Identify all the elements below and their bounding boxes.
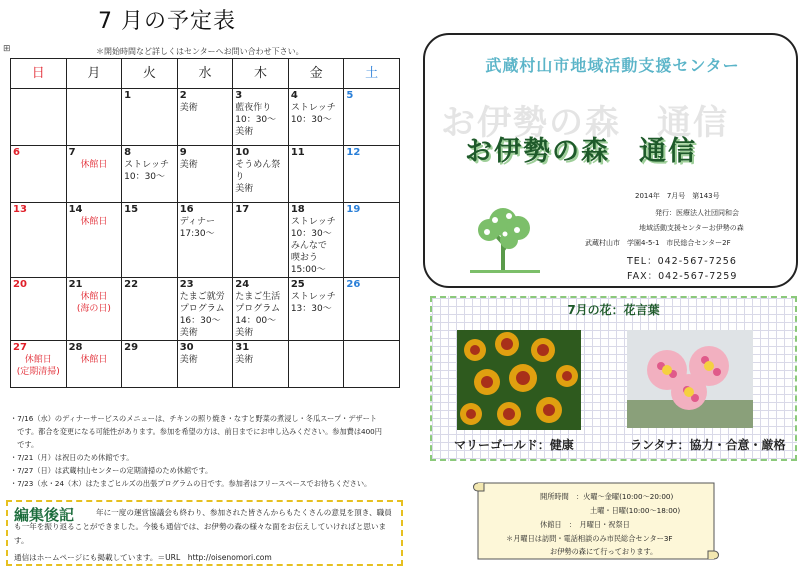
calendar-day-cell (66, 146, 122, 203)
calendar-day-cell (66, 278, 122, 341)
day-header: 木 (233, 59, 289, 89)
calendar-day-cell (11, 146, 67, 203)
calendar-day-cell (122, 89, 178, 146)
calendar-day-cell (344, 341, 400, 388)
calendar-week-row (11, 89, 400, 146)
hours-line: 開所時間 ：火曜～金曜(10:00～20:00) (540, 492, 674, 501)
event-text: ストレッチ (124, 160, 170, 170)
day-number: 17 (235, 204, 250, 215)
day-header: 火 (122, 59, 178, 89)
calendar-day-cell (122, 203, 178, 278)
event-text: ディナー (179, 217, 215, 227)
calendar-day-cell (344, 146, 400, 203)
editor-title: 編集後記 (14, 506, 75, 524)
calendar-table (10, 58, 400, 388)
editor-url-line: 通信はホームページにも掲載しています。＝URL http://oisenomori.com (14, 553, 272, 562)
day-number: 23 (179, 279, 194, 290)
masthead-shadow-text: お伊勢の森 通信 (441, 103, 729, 143)
event-text: プログラム (235, 304, 281, 314)
calendar-day-cell (11, 341, 67, 388)
event-text: たまご就労 (179, 292, 225, 302)
day-header: 日 (11, 59, 67, 89)
note-line: ・7/21（月）は祝日のため休館です。 (10, 453, 134, 462)
calendar-day-cell (344, 89, 400, 146)
address: 武蔵村山市 学園4-5-1 市民総合センター2F (585, 239, 731, 247)
lantana-photo (627, 330, 753, 428)
event-text: 10：30～ (124, 172, 166, 182)
calendar-day-cell (177, 89, 233, 146)
day-header: 水 (177, 59, 233, 89)
event-text: 美術 (179, 160, 198, 170)
event-text: 10：30～ (235, 115, 277, 125)
day-number: 28 (68, 342, 83, 353)
calendar-day-cell (288, 203, 344, 278)
calendar-day-cell (122, 146, 178, 203)
editor-note-box (6, 500, 403, 566)
tree-icon (465, 198, 545, 278)
event-text: みんなで (290, 241, 327, 251)
event-text: 10：30～ (290, 115, 332, 125)
day-number: 27 (13, 342, 27, 353)
move-handle-icon[interactable]: ⊞ (3, 44, 11, 54)
day-header: 金 (288, 59, 344, 89)
calendar-day-cell (122, 341, 178, 388)
marigold-photo (457, 330, 581, 430)
hours-scroll (470, 477, 722, 565)
day-number: 3 (235, 90, 243, 101)
day-number: 22 (124, 279, 139, 290)
event-text: 喫おう (290, 253, 318, 263)
day-header: 土 (344, 59, 400, 89)
day-number: 24 (235, 279, 250, 290)
calendar-day-cell (288, 341, 344, 388)
lantana-caption: ランタナ：協力・合意・厳格 (630, 438, 786, 452)
subnote: ＊開始時間など詳しくはセンターへお問い合わせ下さい。 (96, 47, 304, 56)
day-number: 10 (235, 147, 250, 158)
calendar-day-cell (288, 146, 344, 203)
calendar-day-cell (288, 89, 344, 146)
day-number: 29 (124, 342, 139, 353)
event-text: 美術 (179, 103, 198, 113)
event-text: 15:00～ (290, 265, 326, 275)
fax: FAX：042-567-7259 (627, 271, 738, 282)
closed-label: 休館日 (80, 355, 108, 365)
flower-box (430, 296, 797, 461)
notes (10, 412, 402, 490)
note-line: ・7/23（水・24（木）はたまごヒルズの出張プログラムの日です。参加者はフリースペースでお待ちください。 (10, 479, 372, 488)
calendar-day-cell (288, 278, 344, 341)
day-number: 15 (124, 204, 139, 215)
calendar-day-cell (177, 341, 233, 388)
issue-info: 2014年 7月号 第143号 (635, 192, 720, 200)
calendar-day-cell (233, 146, 289, 203)
day-header: 月 (66, 59, 122, 89)
note-line: お伊勢の森にて行っております。 (550, 547, 658, 556)
event-text: たまご生活 (235, 292, 281, 302)
day-number: 14 (68, 204, 83, 215)
event-text: ストレッチ (290, 292, 336, 302)
event-text: 美術 (235, 184, 254, 194)
event-text: 17:30～ (179, 229, 215, 239)
event-text: 美術 (235, 127, 254, 137)
day-number: 26 (346, 279, 361, 290)
event-text: 10：30～ (290, 229, 332, 239)
calendar-week-row (11, 341, 400, 388)
calendar-day-cell (11, 278, 67, 341)
closed-label: 休館日 (80, 292, 108, 302)
hours-line: 土曜・日曜(10:00～18:00) (590, 506, 681, 515)
calendar-day-cell (233, 89, 289, 146)
editor-text: 年に一度の運営協議会も終わり、参加された皆さんからもたくさんの意見を頂き、職員も一年を振り返ることができました。今後も通信では、お伊勢の森の様々な面をお伝えしていければと思います。 (14, 508, 392, 545)
day-number: 4 (290, 90, 298, 101)
page-title: 7 月の予定表 (98, 9, 236, 34)
calendar-day-cell (233, 203, 289, 278)
day-number: 25 (290, 279, 305, 290)
org-name: 武蔵村山市地域活動支援センター (485, 56, 740, 75)
closed-label: (定期清掃) (16, 367, 60, 377)
closed-line: 休館日 ： 月曜日・祝祭日 (540, 520, 630, 529)
day-number: 30 (179, 342, 194, 353)
note-line: ・7/16（水）のディナーサービスのメニューは、チキンの照り焼き・なすと野菜の煮浸し・冬瓜スープ・デザート (10, 414, 377, 423)
day-number: 1 (124, 90, 132, 101)
event-text: 藍夜作り (235, 103, 272, 113)
event-text: 美術 (235, 328, 254, 338)
event-text: ストレッチ (290, 103, 336, 113)
event-text: そうめん祭り (235, 160, 281, 182)
phone: TEL：042-567-7256 (627, 256, 737, 267)
day-number: 21 (68, 279, 83, 290)
day-number: 11 (290, 147, 305, 158)
calendar-day-cell (66, 89, 122, 146)
event-text: 美術 (235, 355, 254, 365)
calendar-day-cell (344, 278, 400, 341)
day-number: 8 (124, 147, 132, 158)
calendar-day-cell (66, 341, 122, 388)
calendar-week-row (11, 203, 400, 278)
note-line: ・7/27（日）は武蔵村山センターの定期清掃のため休館です。 (10, 466, 213, 475)
event-text: ストレッチ (290, 217, 336, 227)
day-number: 5 (346, 90, 354, 101)
calendar-day-cell (177, 203, 233, 278)
calendar-day-cell (233, 278, 289, 341)
event-text: 美術 (179, 355, 198, 365)
calendar-day-cell (177, 146, 233, 203)
day-number: 19 (346, 204, 361, 215)
masthead-title: お伊勢の森 通信 (465, 136, 697, 167)
day-number: 7 (68, 147, 76, 158)
calendar-day-cell (66, 203, 122, 278)
closed-label: 休館日 (80, 217, 108, 227)
event-text: 14：00～ (235, 316, 277, 326)
publisher-center: 地域活動支援センターお伊勢の森 (639, 224, 744, 232)
event-text: 美術 (179, 328, 198, 338)
closed-label: (海の日) (76, 304, 111, 314)
closed-label: 休館日 (24, 355, 52, 365)
day-number: 6 (13, 147, 20, 158)
calendar-day-cell (11, 89, 67, 146)
note-line: です。都合を変更になる可能性があります。参加を希望の方は、前日までにお申し込みください。参加費は400円 (10, 427, 382, 436)
calendar-week-row (11, 278, 400, 341)
event-text: プログラム (179, 304, 225, 314)
day-number: 12 (346, 147, 361, 158)
note-line: ＊月曜日は訪問・電話相談のみ市民総合センター3F (506, 534, 673, 543)
day-number: 18 (290, 204, 305, 215)
newsletter-masthead (423, 33, 798, 288)
day-number: 16 (179, 204, 194, 215)
day-number: 31 (235, 342, 250, 353)
event-text: 16：30～ (179, 316, 221, 326)
day-number: 20 (13, 279, 27, 290)
calendar-day-cell (344, 203, 400, 278)
calendar-day-cell (122, 278, 178, 341)
flower-title: 7月の花：花言葉 (567, 303, 660, 317)
calendar-header-row (11, 59, 400, 89)
publisher: 発行：医療法人社団同和会 (655, 209, 739, 217)
calendar-day-cell (11, 203, 67, 278)
closed-label: 休館日 (80, 160, 108, 170)
marigold-caption: マリーゴールド：健康 (454, 438, 574, 452)
day-number: 13 (13, 204, 27, 215)
calendar-day-cell (177, 278, 233, 341)
event-text: 13：30～ (290, 304, 332, 314)
note-line: です。 (10, 440, 39, 449)
calendar-week-row (11, 146, 400, 203)
day-number: 9 (179, 147, 187, 158)
calendar-day-cell (233, 341, 289, 388)
day-number: 2 (179, 90, 187, 101)
